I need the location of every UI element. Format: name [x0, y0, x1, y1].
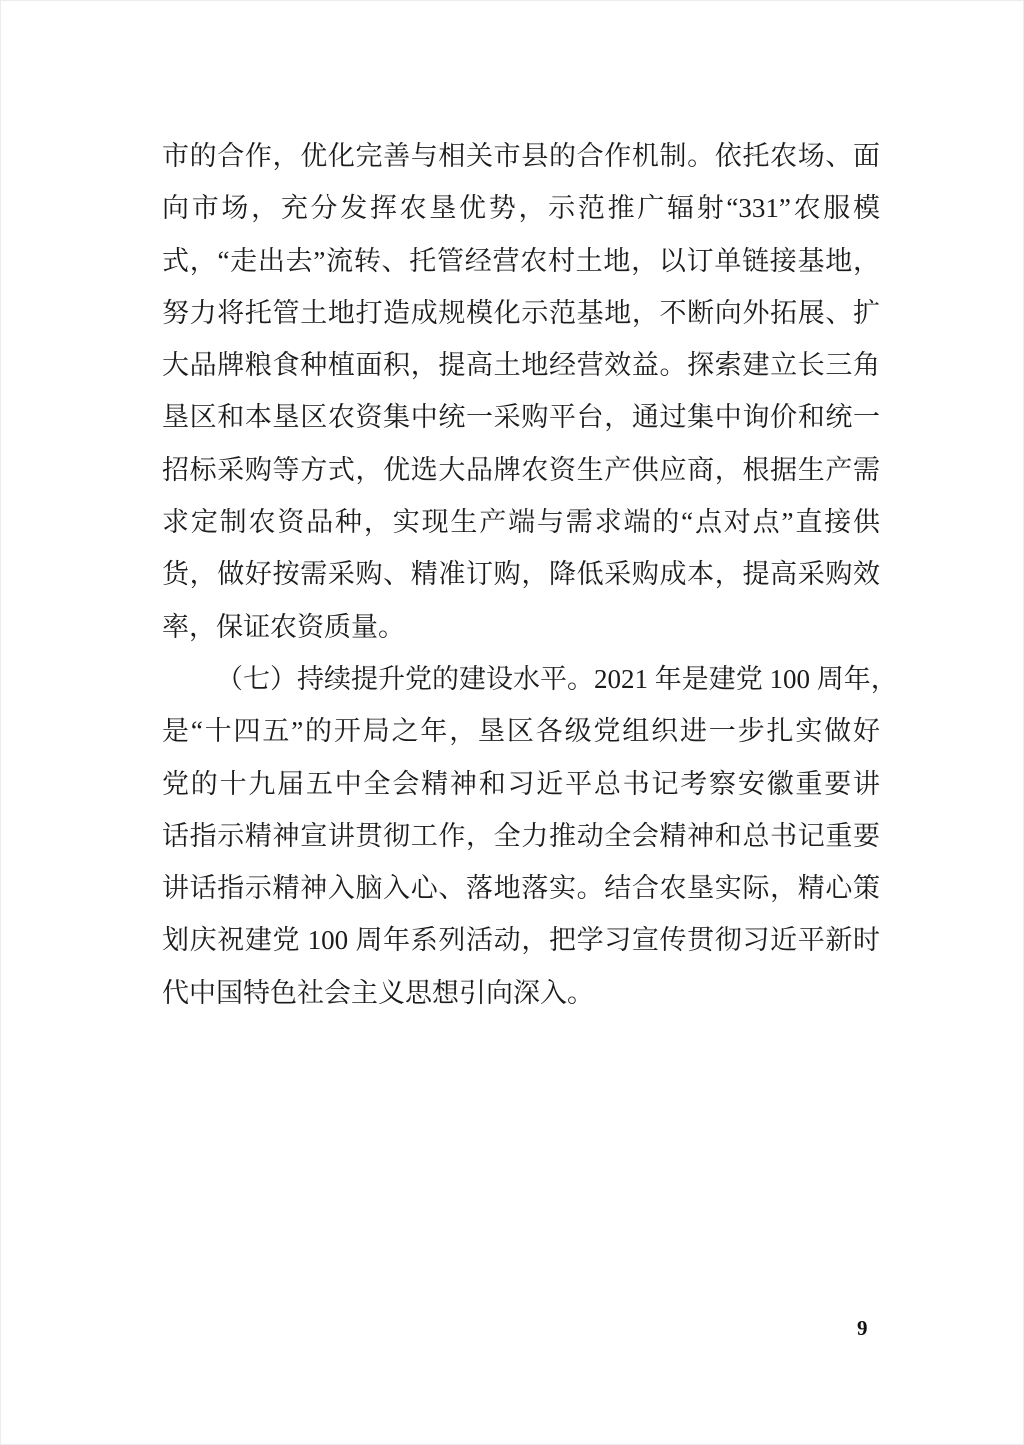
text-line: 市的合作，优化完善与相关市县的合作机制。依托农场、面 [162, 141, 880, 171]
body-text [162, 130, 898, 1019]
text-line: 向市场，充分发挥农垦优势，示范推广辐射“331”农服模 [162, 193, 880, 224]
text-line: 货，做好按需采购、精准订购，降低采购成本，提高采购效 [162, 559, 880, 590]
text-line-paragraph-end: 率，保证农资质量。 [162, 611, 405, 642]
text-line: 招标采购等方式，优选大品牌农资生产供应商，根据生产需 [162, 454, 880, 485]
text-line: 讲话指示精神入脑入心、落地落实。结合农垦实际，精心策 [162, 873, 880, 904]
text-line: 垦区和本垦区农资集中统一采购平台，通过集中询价和统一 [162, 402, 880, 433]
text-line-paragraph-end: 代中国特色社会主义思想引向深入。 [162, 977, 594, 1008]
text-line: 划庆祝建党 100 周年系列活动，把学习宣传贯彻习近平新时 [162, 925, 880, 956]
text-line: 求定制农资品种，实现生产端与需求端的“点对点”直接供 [162, 507, 880, 538]
text-line: 努力将托管土地打造成规模化示范基地，不断向外拓展、扩 [162, 297, 880, 328]
text-line: 大品牌粮食种植面积，提高土地经营效益。探索建立长三角 [162, 350, 880, 381]
text-line-paragraph-start: （七）持续提升党的建设水平。2021 年是建党 100 周年， [216, 663, 898, 694]
page-number: 9 [857, 1316, 868, 1340]
text-line: 式，“走出去”流转、托管经营农村土地，以订单链接基地， [162, 245, 880, 276]
text-line: 党的十九届五中全会精神和习近平总书记考察安徽重要讲 [162, 768, 880, 799]
text-line: 是“十四五”的开局之年，垦区各级党组织进一步扎实做好 [162, 716, 880, 747]
text-line: 话指示精神宣讲贯彻工作，全力推动全会精神和总书记重要 [162, 820, 880, 851]
